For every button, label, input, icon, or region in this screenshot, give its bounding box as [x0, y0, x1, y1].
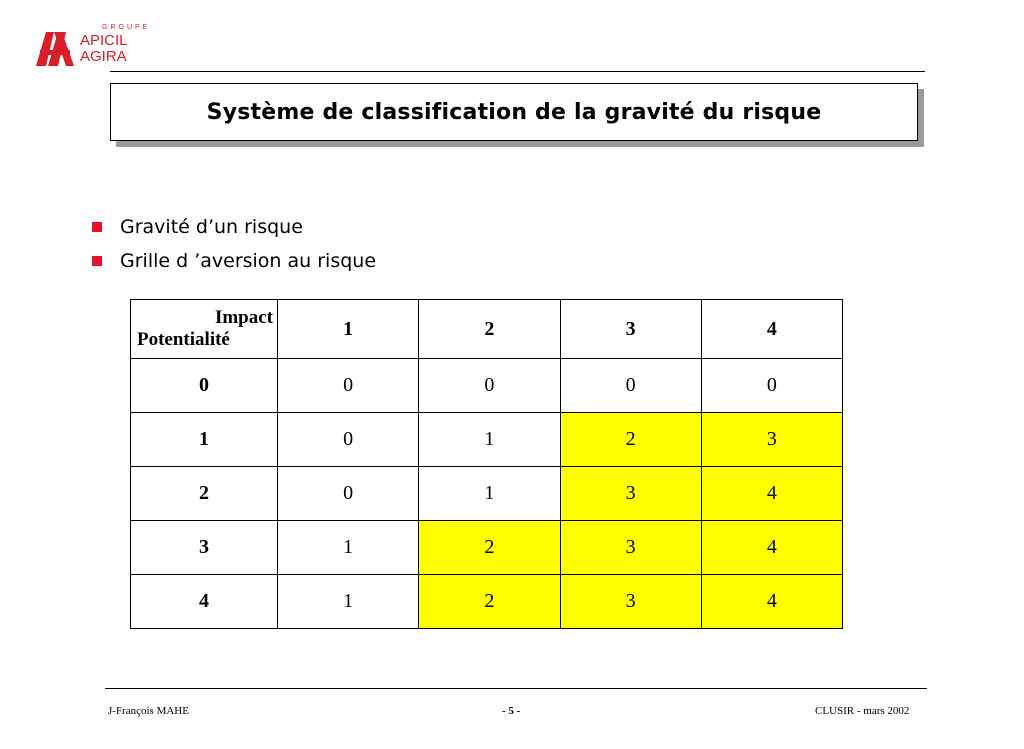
table-row [131, 575, 843, 629]
logo-groupe: GROUPE [102, 24, 151, 31]
table-cell: 0 [278, 467, 419, 521]
table-cell: 1 [419, 413, 560, 467]
column-header: 2 [419, 300, 560, 359]
corner-impact-label: Impact [214, 307, 273, 328]
table-cell-highlighted: 3 [560, 521, 701, 575]
table-cell-highlighted: 4 [701, 575, 842, 629]
column-header: 4 [701, 300, 842, 359]
footer-page-number: - 5 - [502, 705, 521, 717]
table-cell: 1 [419, 467, 560, 521]
row-header: 2 [131, 467, 278, 521]
bullet-item [92, 210, 376, 244]
corner-header-cell [131, 300, 278, 359]
bottom-divider [105, 688, 927, 689]
row-header: 3 [131, 521, 278, 575]
table-cell-highlighted: 4 [701, 467, 842, 521]
row-header: 4 [131, 575, 278, 629]
logo-agira: AGIRA [80, 48, 127, 65]
corner-potentialite-label: Potentialité [137, 329, 230, 350]
table-row [131, 413, 843, 467]
table-header-row [131, 300, 843, 359]
table-cell-highlighted: 2 [560, 413, 701, 467]
table-cell: 0 [278, 359, 419, 413]
bullet-list [92, 210, 376, 278]
table-cell: 0 [278, 413, 419, 467]
bullet-text: Grille d ’aversion au risque [120, 250, 377, 272]
table-cell-highlighted: 3 [560, 467, 701, 521]
table-cell: 0 [560, 359, 701, 413]
apicil-agira-logo-icon [34, 28, 76, 68]
table-cell-highlighted: 2 [419, 521, 560, 575]
bullet-square-icon [92, 222, 102, 232]
row-header: 0 [131, 359, 278, 413]
table-cell-highlighted: 3 [560, 575, 701, 629]
slide-title: Système de classification de la gravité du risque [206, 99, 822, 125]
table-cell-highlighted: 3 [701, 413, 842, 467]
table-row [131, 467, 843, 521]
bullet-item [92, 244, 376, 278]
footer-author: J-François MAHE [108, 705, 189, 717]
bullet-square-icon [92, 256, 102, 266]
table-cell: 1 [278, 521, 419, 575]
title-box [110, 83, 918, 141]
column-header: 1 [278, 300, 419, 359]
logo-apicil: APICIL [80, 32, 128, 49]
table-row [131, 521, 843, 575]
table-row [131, 359, 843, 413]
risk-grid-table [130, 299, 843, 629]
bullet-text: Gravité d’un risque [120, 216, 303, 238]
table-cell-highlighted: 2 [419, 575, 560, 629]
footer-event-date: CLUSIR - mars 2002 [815, 705, 910, 717]
column-header: 3 [560, 300, 701, 359]
table-cell: 0 [701, 359, 842, 413]
logo [34, 22, 151, 72]
table-cell-highlighted: 4 [701, 521, 842, 575]
table-cell: 1 [278, 575, 419, 629]
top-divider [110, 71, 925, 72]
row-header: 1 [131, 413, 278, 467]
table-cell: 0 [419, 359, 560, 413]
